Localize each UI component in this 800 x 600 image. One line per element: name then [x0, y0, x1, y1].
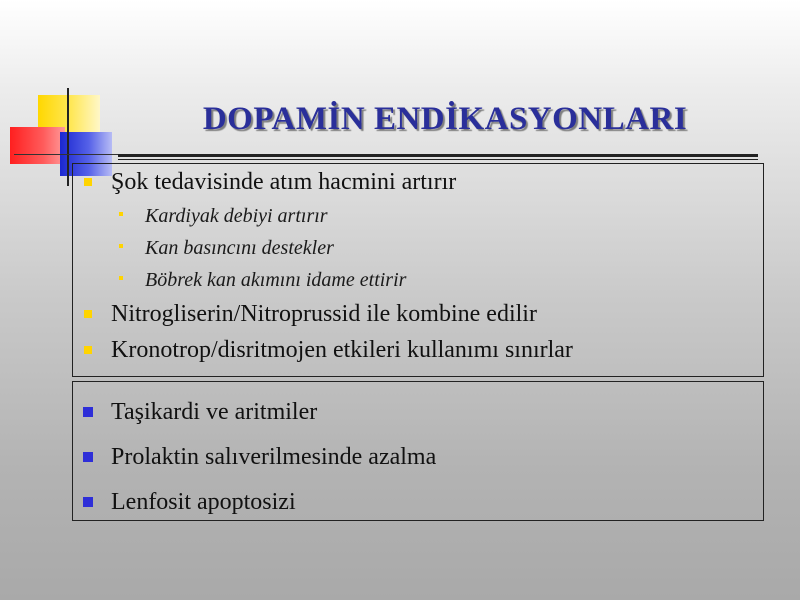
- list-item: [73, 164, 763, 200]
- list-item: [73, 480, 763, 525]
- logo-vertical-line: [67, 88, 69, 186]
- bullet-icon: [83, 497, 93, 507]
- bullet-icon: [119, 212, 123, 216]
- list-item: [73, 435, 763, 480]
- effects-list: [73, 390, 763, 525]
- bullet-icon: [83, 452, 93, 462]
- bullet-icon: [84, 310, 92, 318]
- bullet-icon: [119, 276, 123, 280]
- bullet-icon: [84, 346, 92, 354]
- list-item: [73, 390, 763, 435]
- list-item-text: Nitrogliserin/Nitroprussid ile kombine edilir: [111, 301, 537, 327]
- list-item-text: Taşikardi ve aritmiler: [111, 399, 318, 425]
- colored-squares-logo: [0, 0, 130, 190]
- bullet-icon: [84, 178, 92, 186]
- indications-box: [72, 163, 764, 377]
- bullet-icon: [119, 244, 123, 248]
- red-square: [10, 127, 65, 164]
- list-item-text: Lenfosit apoptosizi: [111, 489, 296, 515]
- effects-box: [72, 381, 764, 521]
- list-item: [73, 332, 763, 368]
- sub-list-item-text: Kan basıncını destekler: [145, 237, 334, 259]
- sub-list-item: [73, 232, 763, 264]
- list-item-text: Kronotrop/disritmojen etkileri kullanımı sınırlar: [111, 337, 573, 363]
- list-item: [73, 296, 763, 332]
- list-item-text: Prolaktin salıverilmesinde azalma: [111, 444, 437, 470]
- title-underline-thick: [118, 154, 758, 157]
- title-underline-thin: [118, 159, 758, 160]
- sub-list-item: [73, 200, 763, 232]
- logo-horizontal-line: [14, 154, 120, 155]
- sub-list-item: [73, 264, 763, 296]
- indications-list: [73, 164, 763, 368]
- bullet-icon: [83, 407, 93, 417]
- slide-title: DOPAMİN ENDİKASYONLARI: [202, 101, 688, 137]
- sub-list-item-text: Kardiyak debiyi artırır: [145, 205, 328, 227]
- sub-list-item-text: Böbrek kan akımını idame ettirir: [145, 269, 407, 291]
- list-item-text: Şok tedavisinde atım hacmini artırır: [111, 169, 457, 195]
